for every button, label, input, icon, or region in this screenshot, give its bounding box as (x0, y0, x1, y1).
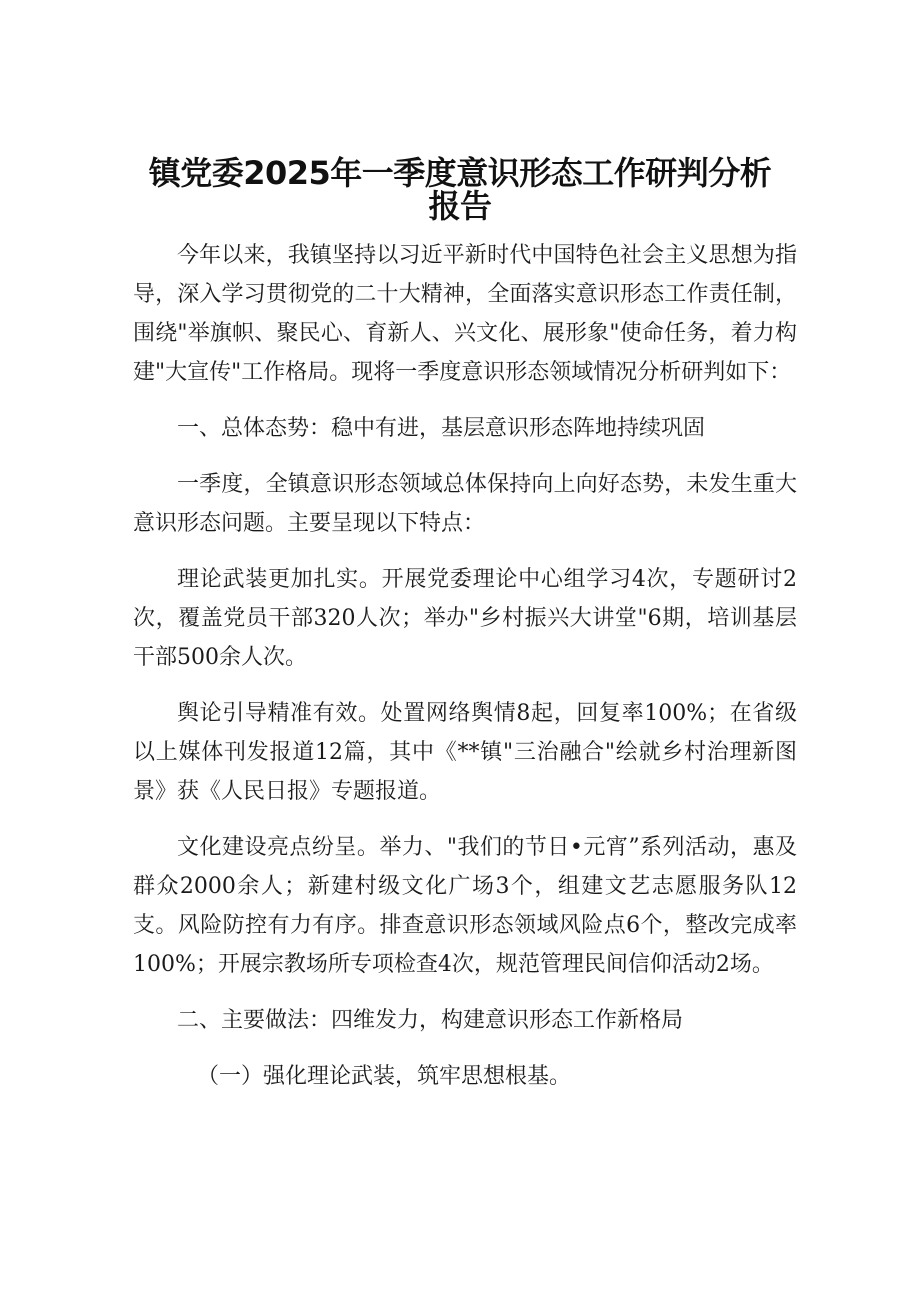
section-heading-1: 一、总体态势：稳中有进，基层意识形态阵地持续巩固 (177, 416, 706, 441)
intro-paragraph: 今年以来，我镇坚持以习近平新时代中国特色社会主义思想为指导，深入学习贯彻党的二十大精神，全面落实意识形态工作责任制，围绕"举旗帜、聚民心、育新人、兴文化、展形象"使命任务，着力构建"大宣传"工作格局。现将一季度意识形态领域情况分析研判如下： (133, 243, 797, 385)
overview-paragraph: 一季度，全镇意识形态领域总体保持向上向好态势，未发生重大意识形态问题。主要呈现以下特点： (133, 472, 797, 536)
section-heading-2: 二、主要做法：四维发力，构建意识形态工作新格局 (177, 1008, 684, 1033)
subsection-heading-1: （一）强化理论武装，筑牢思想根基。 (197, 1064, 572, 1089)
public-opinion-paragraph: 舆论引导精准有效。处置网络舆情8起，回复率100%；在省级以上媒体刊发报道12篇，其中《**镇"三治融合"绘就乡村治理新图景》获《人民日报》专题报道。 (133, 701, 798, 804)
document-title: 镇党委2025年一季度意识形态工作研判分析报告 (148, 154, 772, 225)
culture-risk-paragraph: 文化建设亮点纷呈。举力、"我们的节日•元宵”系列活动，惠及群众2000余人；新建村级文化广场3个，组建文艺志愿服务队12支。风险防控有力有序。排查意识形态领域风险点6个，整改完成率100%；开展宗教场所专项检查4次，规范管理民间信仰活动2场。 (133, 835, 797, 977)
theory-paragraph: 理论武装更加扎实。开展党委理论中心组学习4次，专题研讨2次，覆盖党员干部320人次；举办"乡村振兴大讲堂"6期，培训基层干部500余人次。 (133, 567, 797, 670)
document-body (133, 236, 797, 1113)
